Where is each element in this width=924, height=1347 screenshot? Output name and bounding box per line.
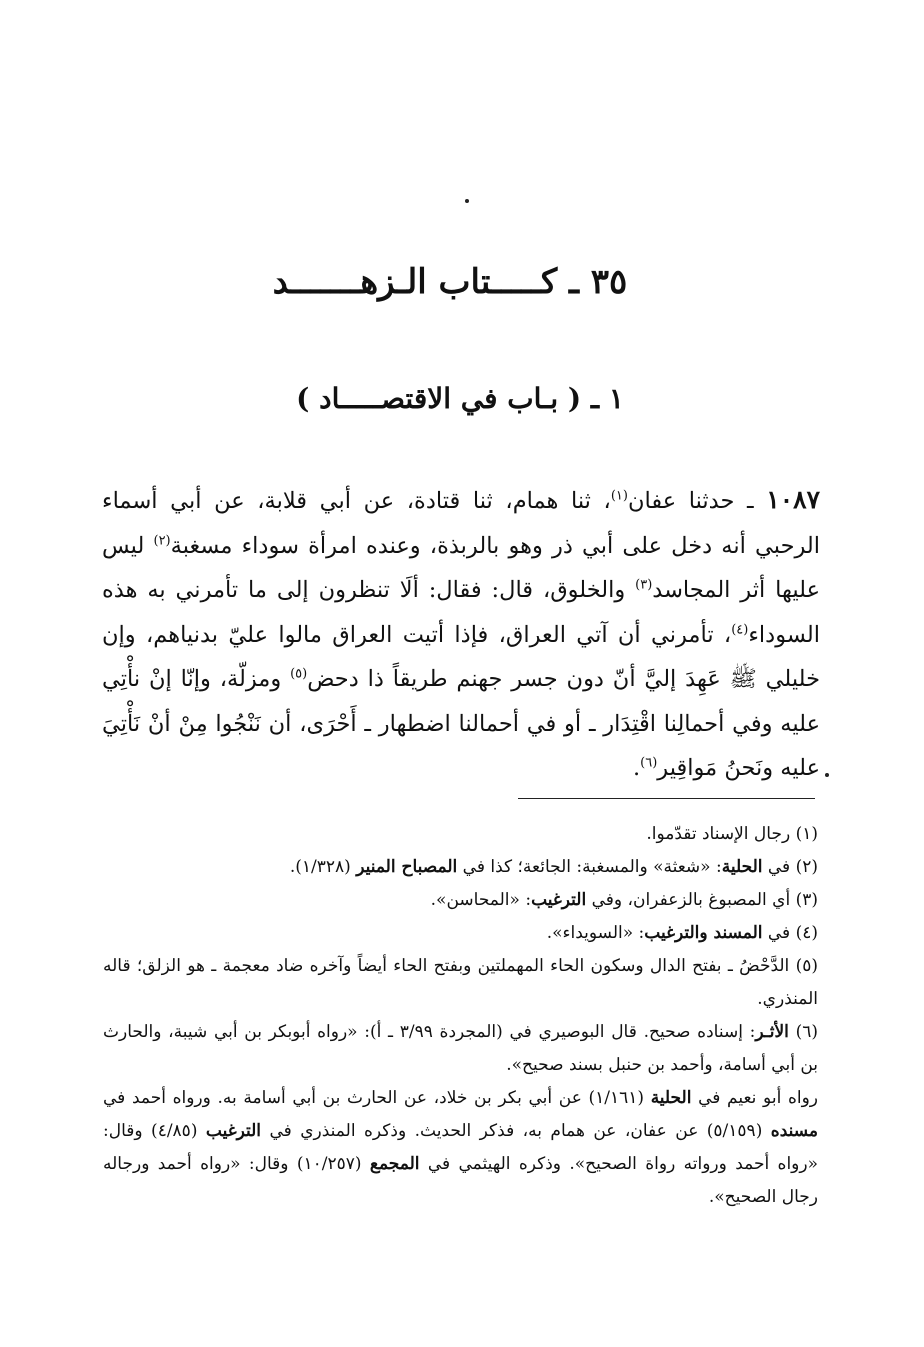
footnote-ref: (٥) xyxy=(290,666,308,682)
footnote-ref: (٦) xyxy=(640,755,658,771)
footnote-text: : «السويداء». xyxy=(546,923,645,943)
footnote-ref: (٤) xyxy=(731,622,749,637)
hadith-segment: . xyxy=(633,755,641,781)
footnotes xyxy=(103,818,818,1214)
hadith-number: ١٠٨٧ xyxy=(766,485,820,514)
footnote-ref: (١) xyxy=(610,488,628,504)
hadith-segment: والخلوق، قال: فقال: ألَا تنظرون إلى ما تأمرني به هذه السوداء xyxy=(102,577,820,648)
footnote-source: الترغيب xyxy=(205,1121,262,1141)
hadith-dash: ـ xyxy=(734,488,767,514)
footnote-text: (٥/١٥٩) عن عفان، عن همام به، فذكر الحديث. وذكره المنذري في xyxy=(261,1121,771,1141)
hadith-segment: ، تأمرني أن آتي العراق، فإذا أتيت العراق مالوا عليّ بدنياهم، وإن خليلي ﷺ عَهِدَ إليَّ أنّ دون جسر جهنم طريقاً ذا دحض xyxy=(102,621,821,692)
page-speck xyxy=(825,773,829,777)
section-title: ١ ـ ( بـاب في الاقتصـــــاد ) xyxy=(296,382,624,415)
footnote-text: : إسناده صحيح. قال البوصيري في (المجردة ٣/٩٩ ـ أ): «رواه أبوبكر بن أبي شيبة، والحارث بن أبي أسامة، وأحمد بن حنبل بسند صحيح». xyxy=(103,1022,818,1075)
page-speck xyxy=(465,199,469,203)
footnote-text: (١/٣٢٨). xyxy=(289,857,357,877)
hadith-segment: ، ثنا همام، ثنا قتادة، عن أبي قلابة، عن أبي أسماء الرحبي أنه دخل على أبي ذر وهو بالربذة، وعنده امرأة سوداء مسغبة xyxy=(102,488,820,559)
footnote-source: الحلية xyxy=(721,857,763,877)
footnote-4 xyxy=(103,917,818,950)
footnote-5: (٥) الدَّحْضُ ـ بفتح الدال وسكون الحاء المهملتين وبفتح الحاء أيضاً وآخره ضاد معجمة ـ هو الزلق؛ قاله المنذري. xyxy=(103,956,818,1009)
footnote-source: الترغيب xyxy=(531,890,587,910)
footnote-source: مسنده xyxy=(770,1121,819,1141)
footnote-ref: (٢) xyxy=(153,533,171,548)
footnote-source: المسند والترغيب xyxy=(644,923,763,943)
footnote-source: المصباح المنير xyxy=(356,857,458,877)
hadith-segment: ومزلّة، وإنّا إنْ نأْتِي عليه وفي أحمالِنا اقْتِدَار ـ أو في أحمالنا اضطهار ـ أَحْرَى، أن نَنْجُوا مِنْ أنْ نَأْتِيَ عليه ونَحنُ مَواقِير xyxy=(102,666,820,781)
footnote-text: : «المحاسن». xyxy=(430,890,532,910)
footnote-ref: (٣) xyxy=(635,577,653,593)
footnote-3 xyxy=(103,884,818,917)
footnote-source: الحلية xyxy=(650,1088,692,1108)
footnote-text: (١/١٦١) عن أبي بكر بن خلاد، عن الحارث بن أبي أسامة به. ورواه أحمد في xyxy=(103,1088,651,1108)
hadith-segment: حدثنا عفان xyxy=(627,488,735,514)
footnote-1: (١) رجال الإسناد تقدّموا. xyxy=(646,824,818,844)
footnote-source: المجمع xyxy=(369,1154,420,1174)
footnote-text: (٤) في xyxy=(762,923,818,943)
footnote-2 xyxy=(103,851,818,884)
hadith-segment: ليس عليها أثر المجاسد xyxy=(102,532,821,603)
footnote-text: (٤/٨٥) وقال: «رواه أحمد ورواته رواة الصحيح». وذكره الهيثمي في xyxy=(103,1121,818,1174)
footnote-text: رواه أبو نعيم في xyxy=(691,1088,818,1108)
footnote-6-continued xyxy=(103,1082,818,1214)
footnote-6 xyxy=(103,1016,818,1082)
footnote-text: (٦) xyxy=(788,1022,819,1042)
footnote-separator xyxy=(518,798,815,799)
footnote-text: (٣) أي المصبوغ بالزعفران، وفي xyxy=(586,890,818,910)
footnote-text: (٢) في xyxy=(762,857,818,877)
footnote-text: (١٠/٢٥٧) وقال: «رواه أحمد ورجاله رجال الصحيح». xyxy=(103,1154,818,1207)
chapter-title: ٣٥ ـ كـــــتاب الـزهـــــــد xyxy=(272,262,628,302)
footnote-source: الأثـر xyxy=(755,1022,789,1042)
footnote-text: : «شعثة» والمسغبة: الجائعة؛ كذا في xyxy=(457,857,722,877)
hadith-text xyxy=(102,478,820,791)
